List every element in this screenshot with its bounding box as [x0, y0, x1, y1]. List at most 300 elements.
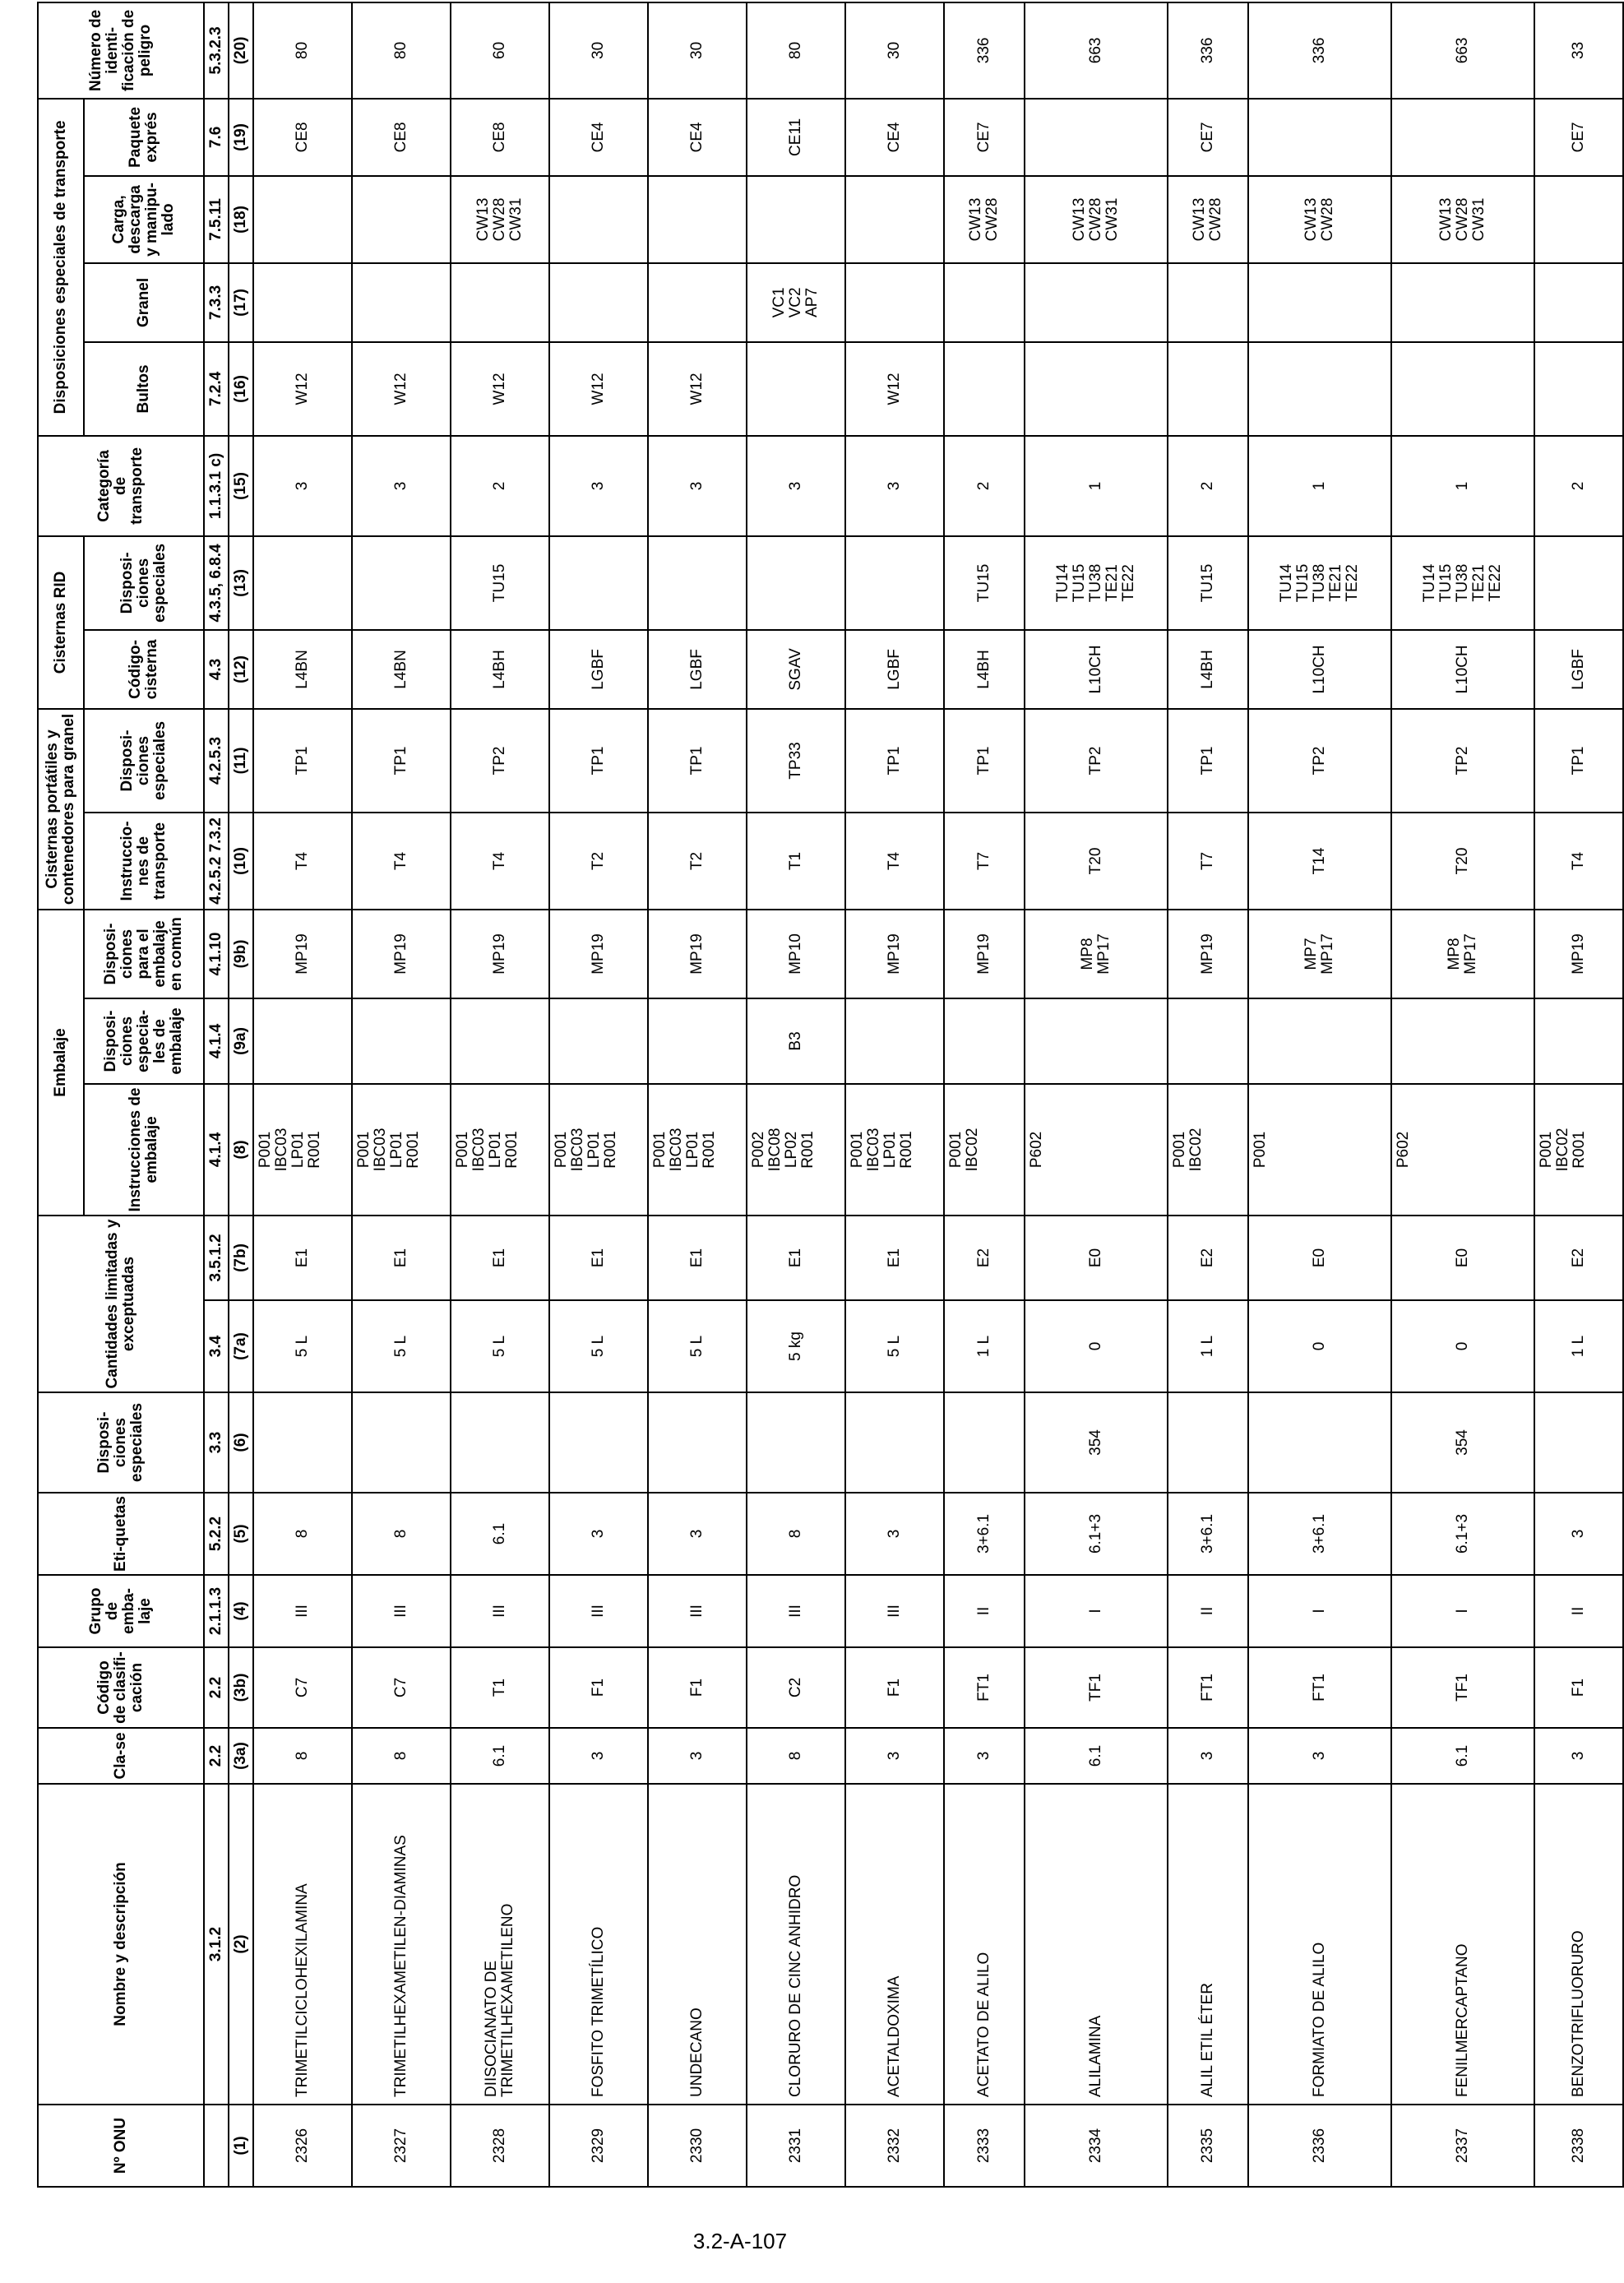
table-cell — [1168, 263, 1248, 342]
table-cell: 1 — [1248, 436, 1391, 536]
table-cell — [648, 176, 747, 263]
header-no-onu: Nº ONU — [38, 2105, 204, 2187]
table-cell: 3 — [747, 436, 845, 536]
table-cell: TF1 — [1025, 1647, 1168, 1728]
header-cantidades: Cantidades limitadas y exceptuadas — [38, 1216, 204, 1392]
table-cell — [253, 1392, 352, 1493]
un-number-cell: 2337 — [1391, 2105, 1534, 2187]
table-cell: 3 — [1248, 1728, 1391, 1784]
table-cell — [1391, 263, 1534, 342]
table-cell: P001 — [1248, 1084, 1391, 1216]
substance-name-cell: FORMIATO DE ALILO — [1248, 1784, 1391, 2105]
column-number-cell: (18) — [229, 176, 253, 263]
reference-cell: 3.4 — [204, 1300, 229, 1392]
table-cell — [549, 176, 648, 263]
table-cell — [352, 263, 451, 342]
table-cell — [944, 998, 1025, 1084]
table-cell: P602 — [1025, 1084, 1168, 1216]
table-cell: T7 — [1168, 813, 1248, 910]
table-cell: E2 — [944, 1216, 1025, 1300]
table-cell: FT1 — [944, 1647, 1025, 1728]
table-cell: W12 — [648, 342, 747, 436]
table-cell: 1 — [1391, 436, 1534, 536]
table-cell: TP2 — [1248, 709, 1391, 813]
table-cell — [1168, 342, 1248, 436]
table-cell: TP2 — [1025, 709, 1168, 813]
table-cell — [944, 342, 1025, 436]
table-cell: 3+6.1 — [1248, 1493, 1391, 1575]
table-cell: L4BH — [944, 630, 1025, 709]
header-embalaje: Embalaje — [38, 910, 84, 1216]
table-cell: CE8 — [352, 99, 451, 176]
table-cell — [747, 176, 845, 263]
table-cell: L10CH — [1248, 630, 1391, 709]
table-row — [648, 2, 747, 2187]
column-number-cell: (5) — [229, 1493, 253, 1575]
table-cell: TP1 — [648, 709, 747, 813]
reference-cell: 5.2.2 — [204, 1493, 229, 1575]
table-cell — [845, 176, 944, 263]
table-cell — [1391, 998, 1534, 1084]
table-cell: CW13 CW28 — [1248, 176, 1391, 263]
un-number-cell: 2327 — [352, 2105, 451, 2187]
table-cell: 5 L — [845, 1300, 944, 1392]
table-cell: 0 — [1025, 1300, 1168, 1392]
table-cell — [1534, 342, 1623, 436]
table-cell — [845, 263, 944, 342]
table-cell: III — [253, 1575, 352, 1647]
header-carga: Carga, descarga y manipu-lado — [84, 176, 204, 263]
column-number-cell: (9a) — [229, 998, 253, 1084]
table-cell: L4BH — [1168, 630, 1248, 709]
table-cell: T20 — [1025, 813, 1168, 910]
table-cell: III — [451, 1575, 549, 1647]
table-cell: I — [1025, 1575, 1168, 1647]
table-cell — [253, 263, 352, 342]
substance-name-cell: FENILMERCAPTANO — [1391, 1784, 1534, 2105]
table-cell — [352, 176, 451, 263]
header-disp-esp: Disposi-ciones especiales — [38, 1392, 204, 1493]
table-cell: 3 — [549, 436, 648, 536]
table-cell — [648, 536, 747, 630]
table-cell — [1248, 342, 1391, 436]
table-cell: 3 — [1168, 1728, 1248, 1784]
table-cell: III — [549, 1575, 648, 1647]
table-cell: W12 — [549, 342, 648, 436]
substance-name-cell: TRIMETILHEXAMETILEN-DIAMINAS — [352, 1784, 451, 2105]
substance-name-cell: DIISOCIANATO DE TRIMETILHEXAMETILENO — [451, 1784, 549, 2105]
table-cell: MP10 — [747, 910, 845, 998]
table-cell: P002 IBC08 LP02 R001 — [747, 1084, 845, 1216]
substance-name-cell: FOSFITO TRIMETÍLICO — [549, 1784, 648, 2105]
reference-cell: 1.1.3.1 c) — [204, 436, 229, 536]
table-cell: MP19 — [352, 910, 451, 998]
table-cell: 3 — [648, 436, 747, 536]
table-cell: 8 — [747, 1728, 845, 1784]
table-cell: 6.1+3 — [1025, 1493, 1168, 1575]
table-cell: F1 — [1534, 1647, 1623, 1728]
table-cell: MP19 — [451, 910, 549, 998]
table-cell — [1391, 99, 1534, 176]
table-cell: SGAV — [747, 630, 845, 709]
header-bultos: Bultos — [84, 342, 204, 436]
column-number-row — [229, 2, 253, 2187]
table-cell: FT1 — [1168, 1647, 1248, 1728]
table-cell: 30 — [648, 2, 747, 99]
table-cell: TU14 TU15 TU38 TE21 TE22 — [1025, 536, 1168, 630]
table-row — [1168, 2, 1248, 2187]
substance-name-cell: ACETALDOXIMA — [845, 1784, 944, 2105]
table-cell — [747, 536, 845, 630]
table-cell: T2 — [549, 813, 648, 910]
table-cell: 33 — [1534, 2, 1623, 99]
reference-cell: 2.2 — [204, 1728, 229, 1784]
column-number-cell: (15) — [229, 436, 253, 536]
reference-cell: 7.5.11 — [204, 176, 229, 263]
table-cell: P001 IBC03 LP01 R001 — [845, 1084, 944, 1216]
table-cell — [944, 1392, 1025, 1493]
un-number-cell: 2332 — [845, 2105, 944, 2187]
un-number-cell: 2338 — [1534, 2105, 1623, 2187]
table-cell: T14 — [1248, 813, 1391, 910]
table-cell: TU14 TU15 TU38 TE21 TE22 — [1248, 536, 1391, 630]
table-cell: F1 — [845, 1647, 944, 1728]
table-cell — [845, 1392, 944, 1493]
substance-name-cell: TRIMETILCICLOHEXILAMINA — [253, 1784, 352, 2105]
table-cell: P001 IBC02 — [1168, 1084, 1248, 1216]
table-cell — [1391, 342, 1534, 436]
table-cell: CW13 CW28 — [1168, 176, 1248, 263]
header-instr-emb: Instrucciones de embalaje — [84, 1084, 204, 1216]
header-disp-comun: Disposi-ciones para el embalaje en común — [84, 910, 204, 998]
table-cell: 1 L — [1534, 1300, 1623, 1392]
table-cell: II — [1168, 1575, 1248, 1647]
table-cell: 354 — [1025, 1392, 1168, 1493]
table-cell: TP1 — [944, 709, 1025, 813]
table-cell: L10CH — [1391, 630, 1534, 709]
table-cell — [549, 998, 648, 1084]
table-cell — [352, 1392, 451, 1493]
table-cell — [1025, 342, 1168, 436]
table-cell: W12 — [352, 342, 451, 436]
header-disp-esp-cp: Disposi-ciones especiales — [84, 709, 204, 813]
column-number-cell: (3a) — [229, 1728, 253, 1784]
table-cell: LGBF — [549, 630, 648, 709]
table-cell: CE4 — [648, 99, 747, 176]
table-cell — [253, 176, 352, 263]
table-cell — [944, 263, 1025, 342]
table-cell: F1 — [648, 1647, 747, 1728]
table-cell: E1 — [747, 1216, 845, 1300]
table-cell: MP19 — [549, 910, 648, 998]
table-cell: 336 — [1248, 2, 1391, 99]
table-cell: T20 — [1391, 813, 1534, 910]
table-row — [549, 2, 648, 2187]
column-number-cell: (3b) — [229, 1647, 253, 1728]
table-row — [352, 2, 451, 2187]
table-cell: FT1 — [1248, 1647, 1391, 1728]
table-cell: MP19 — [1168, 910, 1248, 998]
table-cell: VC1 VC2 AP7 — [747, 263, 845, 342]
table-cell — [648, 1392, 747, 1493]
table-cell: P001 IBC03 LP01 R001 — [451, 1084, 549, 1216]
table-cell: 5 L — [352, 1300, 451, 1392]
table-cell: CW13 CW28 CW31 — [1025, 176, 1168, 263]
table-cell: E1 — [549, 1216, 648, 1300]
table-cell: MP8 MP17 — [1391, 910, 1534, 998]
table-cell: LGBF — [845, 630, 944, 709]
table-cell — [845, 998, 944, 1084]
column-number-cell: (17) — [229, 263, 253, 342]
column-number-cell: (1) — [229, 2105, 253, 2187]
table-cell — [845, 536, 944, 630]
header-disp-esp-emb: Disposi-ciones especia-les de embalaje — [84, 998, 204, 1084]
table-cell: T1 — [451, 1647, 549, 1728]
un-number-cell: 2334 — [1025, 2105, 1168, 2187]
table-cell — [1025, 99, 1168, 176]
column-number-cell: (8) — [229, 1084, 253, 1216]
table-cell: II — [1534, 1575, 1623, 1647]
table-cell: TU15 — [451, 536, 549, 630]
table-cell: TP2 — [451, 709, 549, 813]
table-cell: P001 IBC03 LP01 R001 — [549, 1084, 648, 1216]
table-cell: B3 — [747, 998, 845, 1084]
table-cell: MP19 — [944, 910, 1025, 998]
table-cell: E2 — [1168, 1216, 1248, 1300]
table-cell: 1 L — [944, 1300, 1025, 1392]
table-cell: III — [648, 1575, 747, 1647]
table-cell: L10CH — [1025, 630, 1168, 709]
table-cell — [253, 998, 352, 1084]
table-body — [253, 2, 1623, 2187]
table-cell: CW13 CW28 CW31 — [451, 176, 549, 263]
table-cell: T2 — [648, 813, 747, 910]
table-cell — [451, 1392, 549, 1493]
header-granel: Granel — [84, 263, 204, 342]
table-cell: 6.1 — [1025, 1728, 1168, 1784]
column-number-cell: (9b) — [229, 910, 253, 998]
table-cell: 3 — [352, 436, 451, 536]
table-cell: 8 — [253, 1728, 352, 1784]
table-cell — [1025, 263, 1168, 342]
table-cell: 30 — [845, 2, 944, 99]
page-number: 3.2-A-107 — [692, 2229, 788, 2253]
table-cell: 336 — [1168, 2, 1248, 99]
table-cell — [549, 263, 648, 342]
table-row — [1534, 2, 1623, 2187]
table-cell: T4 — [1534, 813, 1623, 910]
table-cell — [352, 536, 451, 630]
reference-cell: 4.1.4 — [204, 998, 229, 1084]
table-cell: L4BN — [253, 630, 352, 709]
column-number-cell: (4) — [229, 1575, 253, 1647]
table-cell: E1 — [648, 1216, 747, 1300]
table-cell: E0 — [1248, 1216, 1391, 1300]
table-cell: LGBF — [1534, 630, 1623, 709]
column-number-cell: (6) — [229, 1392, 253, 1493]
header-disp-esp-rid: Disposi-ciones especiales — [84, 536, 204, 630]
table-cell: MP19 — [1534, 910, 1623, 998]
reference-cell: 5.3.2.3 — [204, 2, 229, 99]
reference-cell — [204, 2105, 229, 2187]
table-cell: 6.1+3 — [1391, 1493, 1534, 1575]
table-row — [1248, 2, 1391, 2187]
table-cell: 663 — [1391, 2, 1534, 99]
table-cell — [1025, 998, 1168, 1084]
table-cell: 0 — [1391, 1300, 1534, 1392]
table-cell: T4 — [451, 813, 549, 910]
table-cell: 1 L — [1168, 1300, 1248, 1392]
table-cell: 60 — [451, 2, 549, 99]
table-cell: CE7 — [1168, 99, 1248, 176]
substance-name-cell: UNDECANO — [648, 1784, 747, 2105]
table-cell — [1534, 263, 1623, 342]
table-cell: 3 — [1534, 1493, 1623, 1575]
table-cell: 336 — [944, 2, 1025, 99]
substance-name-cell: BENZOTRIFLUORURO — [1534, 1784, 1623, 2105]
table-cell: TP1 — [253, 709, 352, 813]
table-cell — [1248, 99, 1391, 176]
table-cell — [451, 998, 549, 1084]
header-disp-transporte: Disposiciones especiales de transporte — [38, 99, 84, 436]
table-cell: P001 IBC02 — [944, 1084, 1025, 1216]
reference-row — [204, 2, 229, 2187]
table-cell: 354 — [1391, 1392, 1534, 1493]
table-cell: E1 — [253, 1216, 352, 1300]
table-cell — [1168, 1392, 1248, 1493]
table-row — [845, 2, 944, 2187]
table-cell: I — [1248, 1575, 1391, 1647]
reference-cell: 4.2.5.3 — [204, 709, 229, 813]
un-number-cell: 2333 — [944, 2105, 1025, 2187]
table-cell: 663 — [1025, 2, 1168, 99]
table-cell: CE4 — [549, 99, 648, 176]
table-cell: III — [747, 1575, 845, 1647]
substance-name-cell: ALIL ETIL ÉTER — [1168, 1784, 1248, 2105]
column-number-cell: (2) — [229, 1784, 253, 2105]
table-cell — [648, 263, 747, 342]
table-cell: CW13 CW28 — [944, 176, 1025, 263]
column-number-cell: (7a) — [229, 1300, 253, 1392]
substance-name-cell: ALILAMINA — [1025, 1784, 1168, 2105]
table-cell: T7 — [944, 813, 1025, 910]
table-cell: 8 — [352, 1728, 451, 1784]
un-number-cell: 2326 — [253, 2105, 352, 2187]
header-cisternas-portatiles: Cisternas portátiles y contenedores para granel — [38, 709, 84, 910]
table-cell — [1248, 263, 1391, 342]
table-cell: C2 — [747, 1647, 845, 1728]
un-number-cell: 2336 — [1248, 2105, 1391, 2187]
table-cell: TP1 — [352, 709, 451, 813]
table-cell: 3 — [845, 436, 944, 536]
substance-name-cell: CLORURO DE CINC ANHIDRO — [747, 1784, 845, 2105]
column-number-cell: (19) — [229, 99, 253, 176]
reference-cell: 7.6 — [204, 99, 229, 176]
table-cell: 3 — [845, 1728, 944, 1784]
table-cell: TP1 — [1534, 709, 1623, 813]
reference-cell: 2.2 — [204, 1647, 229, 1728]
reference-cell: 3.5.1.2 — [204, 1216, 229, 1300]
table-cell — [747, 1392, 845, 1493]
table-cell: T4 — [352, 813, 451, 910]
un-number-cell: 2330 — [648, 2105, 747, 2187]
table-cell — [549, 1392, 648, 1493]
table-cell: TU15 — [944, 536, 1025, 630]
table-cell: 3 — [549, 1493, 648, 1575]
header-clase: Cla-se — [38, 1728, 204, 1784]
table-cell: 3 — [648, 1728, 747, 1784]
table-cell — [1248, 998, 1391, 1084]
table-cell: TF1 — [1391, 1647, 1534, 1728]
reference-cell: 2.1.1.3 — [204, 1575, 229, 1647]
table-cell: TU14 TU15 TU38 TE21 TE22 — [1391, 536, 1534, 630]
rotated-table-container — [37, 3, 1588, 2188]
header-codigo: Código de clasifi-cación — [38, 1647, 204, 1728]
table-row — [451, 2, 549, 2187]
table-cell: 2 — [1168, 436, 1248, 536]
table-cell: 3+6.1 — [944, 1493, 1025, 1575]
reference-cell: 3.3 — [204, 1392, 229, 1493]
table-cell: MP19 — [648, 910, 747, 998]
un-number-cell: 2331 — [747, 2105, 845, 2187]
table-cell: E0 — [1391, 1216, 1534, 1300]
un-number-cell: 2329 — [549, 2105, 648, 2187]
table-cell: MP19 — [845, 910, 944, 998]
table-cell: 3 — [253, 436, 352, 536]
header-etiquetas: Eti-quetas — [38, 1493, 204, 1575]
header-paquete: Paquete exprés — [84, 99, 204, 176]
table-cell: 6.1 — [451, 1728, 549, 1784]
table-cell: P602 — [1391, 1084, 1534, 1216]
table-cell: 3 — [1534, 1728, 1623, 1784]
reference-cell: 4.3 — [204, 630, 229, 709]
table-cell: 80 — [352, 2, 451, 99]
table-cell: III — [845, 1575, 944, 1647]
table-row — [253, 2, 352, 2187]
table-cell: TP1 — [549, 709, 648, 813]
table-cell: T4 — [253, 813, 352, 910]
table-cell — [1168, 998, 1248, 1084]
table-cell: I — [1391, 1575, 1534, 1647]
table-cell: T1 — [747, 813, 845, 910]
table-cell: 2 — [944, 436, 1025, 536]
table-cell: P001 IBC03 LP01 R001 — [253, 1084, 352, 1216]
table-cell: LGBF — [648, 630, 747, 709]
substance-name-cell: ACETATO DE ALILO — [944, 1784, 1025, 2105]
table-cell: P001 IBC03 LP01 R001 — [352, 1084, 451, 1216]
table-cell: 8 — [352, 1493, 451, 1575]
table-row — [1391, 2, 1534, 2187]
column-number-cell: (12) — [229, 630, 253, 709]
table-cell: CE7 — [1534, 99, 1623, 176]
header-num-peligro: Número de identi-ficación de peligro — [38, 2, 204, 99]
table-cell: 3+6.1 — [1168, 1493, 1248, 1575]
table-cell: MP7 MP17 — [1248, 910, 1391, 998]
table-cell: III — [352, 1575, 451, 1647]
table-cell: P001 IBC03 LP01 R001 — [648, 1084, 747, 1216]
table-cell: E1 — [352, 1216, 451, 1300]
reference-cell: 4.1.10 — [204, 910, 229, 998]
table-cell: P001 IBC02 R001 — [1534, 1084, 1623, 1216]
header-grupo: Grupo de emba-laje — [38, 1575, 204, 1647]
table-row — [1025, 2, 1168, 2187]
table-cell: 5 L — [648, 1300, 747, 1392]
column-number-cell: (11) — [229, 709, 253, 813]
table-cell: F1 — [549, 1647, 648, 1728]
table-cell: CE4 — [845, 99, 944, 176]
table-cell: 2 — [1534, 436, 1623, 536]
table-cell: E1 — [451, 1216, 549, 1300]
